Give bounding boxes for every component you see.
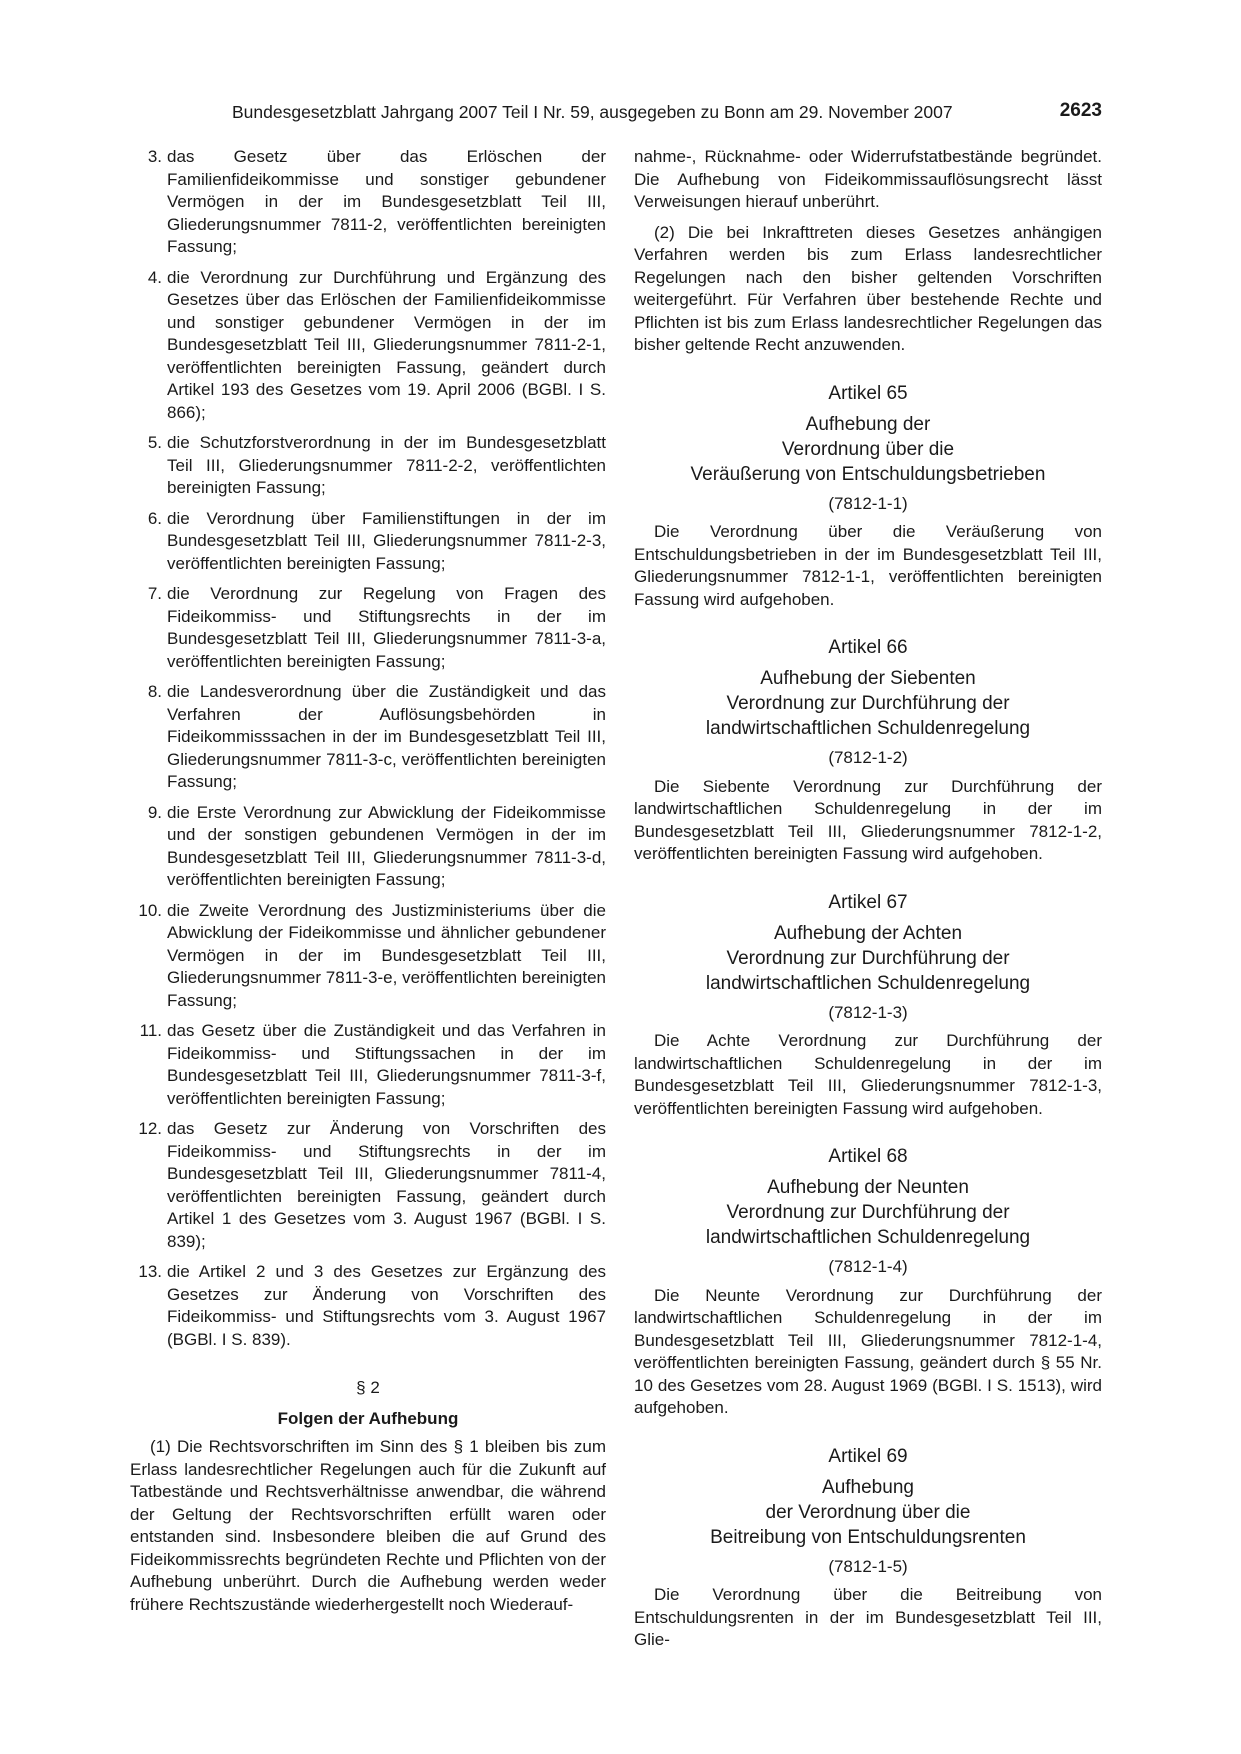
article-title-line: Verordnung zur Durchführung der bbox=[726, 947, 1010, 969]
article-title-line: landwirtschaftlichen Schuldenregelung bbox=[705, 1227, 1031, 1248]
right-column bbox=[634, 146, 1102, 1660]
list-item-number: 3. bbox=[147, 147, 162, 166]
article-number: Artikel 69 bbox=[828, 1445, 908, 1467]
article-title-line: Aufhebung der bbox=[805, 413, 931, 435]
article-code: (7812-1-1) bbox=[828, 493, 908, 513]
article-title-line: Aufhebung der Achten bbox=[773, 922, 963, 944]
section-number: § 2 bbox=[356, 1378, 380, 1397]
section-title: Folgen der Aufhebung bbox=[277, 1408, 459, 1428]
article-title bbox=[634, 1475, 1102, 1550]
article-title-line: Verordnung über die bbox=[781, 438, 955, 460]
list-item-text: die Schutzforstverordnung in der im Bundesgesetzblatt Teil III, Gliederungsnummer 7811-2-2, veröffentlichten bereinigten Fassung; bbox=[167, 433, 606, 497]
article-title-line: Aufhebung der Neunten bbox=[767, 1177, 969, 1198]
repeal-list bbox=[130, 146, 606, 1351]
list-item-text: die Zweite Verordnung des Justizministeriums über die Abwicklung der Fideikommisse und ähnlicher gebundener Vermögen in der im Bundesgesetzblatt Teil III, Gliederungsnummer 7811-3-e, veröffentlichten bereinigten Fassung; bbox=[167, 900, 606, 1010]
article-title-line: Aufhebung der Siebenten bbox=[760, 668, 976, 689]
article-text: Die Verordnung über die Beitreibung von Entschuldungsrenten in der im Bundesgesetzblatt Teil III, Glie- bbox=[634, 1585, 1102, 1649]
article bbox=[634, 1444, 1102, 1652]
article-code: (7812-1-3) bbox=[828, 1002, 908, 1022]
article-title bbox=[634, 666, 1102, 741]
article-title-line: landwirtschaftlichen Schuldenregelung bbox=[705, 718, 1031, 739]
list-item-text: die Verordnung zur Durchführung und Ergänzung des Gesetzes über das Erlöschen der Familienfideikommisse und sonstiger gebundener Vermögen in der im Bundesgesetzblatt Teil III, Gliederungsnummer 7811-2-1, veröffentlichten bereinigten Fassung, geändert durch Artikel 193 des Gesetzes vom 19. April 2006 (BGBl. I S. 866); bbox=[167, 267, 606, 422]
article-title-line: Verordnung zur Durchführung der bbox=[726, 693, 1010, 714]
list-item bbox=[130, 583, 606, 673]
article-title-line: Veräußerung von Entschuldungsbetrieben bbox=[690, 463, 1046, 485]
article bbox=[634, 635, 1102, 866]
list-item bbox=[130, 432, 606, 500]
article-title-line: Aufhebung bbox=[822, 1476, 914, 1498]
article-title-line: Beitreibung von Entschuldungsrenten bbox=[710, 1526, 1026, 1548]
article-title bbox=[634, 1175, 1102, 1250]
list-item bbox=[130, 802, 606, 892]
article-text: Die Achte Verordnung zur Durchführung der landwirtschaftlichen Schuldenregelung in der im Bundesgesetzblatt Teil III, Gliederungsnummer 7812-1-3, veröffentlichten bereinigten Fassung wird aufgehoben. bbox=[634, 1031, 1102, 1118]
list-item-number: 13. bbox=[138, 1262, 162, 1281]
list-item bbox=[130, 1020, 606, 1110]
article-number: Artikel 68 bbox=[828, 1146, 908, 1167]
paragraph-continuation: nahme-, Rücknahme- oder Widerrufstatbestände begründet. Die Aufhebung von Fideikommissauflösungsrecht lässt Verweisungen hierauf unberührt. bbox=[634, 147, 1102, 211]
article-text: Die Siebente Verordnung zur Durchführung der landwirtschaftlichen Schuldenregelung in der im Bundesgesetzblatt Teil III, Gliederungsnummer 7812-1-2, veröffentlichten bereinigten Fassung wird aufgehoben. bbox=[634, 776, 1102, 863]
list-item-number: 7. bbox=[147, 584, 162, 603]
list-item-text: das Gesetz zur Änderung von Vorschriften des Fideikommiss- und Stiftungsrechts in der im Bundesgesetzblatt Teil III, Gliederungsnummer 7811-4, veröffentlichten bereinigten Fassung, geändert durch Artikel 1 des Gesetzes vom 3. August 1967 (BGBl. I S. 839); bbox=[167, 1119, 606, 1251]
list-item bbox=[130, 1261, 606, 1351]
article-title-line: der Verordnung über die bbox=[765, 1501, 971, 1523]
list-item bbox=[130, 900, 606, 1013]
list-item-number: 11. bbox=[139, 1021, 162, 1040]
list-item-text: die Verordnung über Familienstiftungen in der im Bundesgesetzblatt Teil III, Gliederungsnummer 7811-2-3, veröffentlichten bereinigten Fassung; bbox=[167, 508, 606, 573]
list-item bbox=[130, 267, 606, 425]
article-text: Die Neunte Verordnung zur Durchführung der landwirtschaftlichen Schuldenregelung in der im Bundesgesetzblatt Teil III, Gliederungsnummer 7812-1-4, veröffentlichten bereinigten Fassung, geändert durch § 55 Nr. 10 des Gesetzes vom 28. August 1969 (BGBl. I S. 1513), wird aufgehoben. bbox=[634, 1285, 1102, 1417]
article-number: Artikel 65 bbox=[828, 382, 908, 404]
list-item-number: 4. bbox=[147, 267, 162, 287]
page-number: 2623 bbox=[1059, 100, 1102, 121]
article-code: (7812-1-2) bbox=[828, 748, 908, 767]
article-code: (7812-1-5) bbox=[828, 1556, 908, 1576]
section-paragraph-2: (2) Die bei Inkrafttreten dieses Gesetzes anhängigen Verfahren werden bis zum Erlass landesrechtlicher Regelungen nach den bisher geltenden Vorschriften weitergeführt. Für Verfahren über bestehende Rechte und Pflichten ist bis zum Erlass landesrechtlicher Regelungen das bisher geltende Recht anzuwenden. bbox=[634, 222, 1102, 354]
list-item-text: das Gesetz über das Erlöschen der Familienfideikommisse und sonstiger gebundener Vermögen in der im Bundesgesetzblatt Teil III, Gliederungsnummer 7811-2, veröffentlichten bereinigten Fassung; bbox=[167, 147, 606, 256]
list-item-text: die Verordnung zur Regelung von Fragen des Fideikommiss- und Stiftungsrechts in der im Bundesgesetzblatt Teil III, Gliederungsnummer 7811-3-a, veröffentlichten bereinigten Fassung; bbox=[167, 584, 606, 671]
article-number: Artikel 66 bbox=[828, 637, 908, 658]
list-item bbox=[130, 146, 606, 259]
page-header bbox=[232, 100, 1102, 126]
list-item-text: die Artikel 2 und 3 des Gesetzes zur Ergänzung des Gesetzes zur Änderung von Vorschriften des Fideikommiss- und Stiftungsrechts vom 3. August 1967 (BGBl. I S. 839). bbox=[167, 1262, 606, 1349]
article bbox=[634, 381, 1102, 612]
list-item-number: 5. bbox=[147, 433, 162, 452]
section-paragraph-1: (1) Die Rechtsvorschriften im Sinn des § 1 bleiben bis zum Erlass landesrechtlicher Regelungen auch für die Zukunft auf Tatbestände und Rechtsverhältnisse anwendbar, die während der Geltung der Rechtsvorschriften erfüllt waren oder entstanden sind. Insbesondere bleiben die auf Grund des Fideikommissrechts begründeten Rechte und Pflichten von der Aufhebung unberührt. Durch die Aufhebung werden weder frühere Rechtszustände wiederhergestellt noch Wiederauf- bbox=[130, 1437, 606, 1614]
list-item-text: das Gesetz über die Zuständigkeit und das Verfahren in Fideikommiss- und Stiftungssachen in der im Bundesgesetzblatt Teil III, Gliederungsnummer 7811-3-f, veröffentlichten bereinigten Fassung; bbox=[167, 1021, 606, 1108]
article-title-line: landwirtschaftlichen Schuldenregelung bbox=[705, 972, 1031, 994]
list-item-number: 9. bbox=[147, 802, 162, 822]
list-item-number: 10. bbox=[138, 900, 162, 920]
articles-list bbox=[634, 381, 1102, 1652]
list-item-number: 6. bbox=[147, 508, 162, 528]
article-number: Artikel 67 bbox=[828, 891, 908, 913]
list-item-number: 12. bbox=[138, 1119, 162, 1138]
list-item bbox=[130, 681, 606, 794]
article bbox=[634, 890, 1102, 1121]
running-title: Bundesgesetzblatt Jahrgang 2007 Teil I Nr. 59, ausgegeben zu Bonn am 29. November 2007 bbox=[232, 102, 953, 122]
list-item bbox=[130, 1118, 606, 1253]
article-title-line: Verordnung zur Durchführung der bbox=[726, 1202, 1010, 1223]
left-column bbox=[130, 146, 606, 1624]
article-code: (7812-1-4) bbox=[828, 1257, 908, 1276]
list-item bbox=[130, 508, 606, 576]
article-text: Die Verordnung über die Veräußerung von Entschuldungsbetrieben in der im Bundesgesetzblatt Teil III, Gliederungsnummer 7812-1-1, veröffentlichten bereinigten Fassung wird aufgehoben. bbox=[634, 522, 1102, 609]
list-item-text: die Erste Verordnung zur Abwicklung der Fideikommisse und der sonstigen gebundenen Vermögen in der im Bundesgesetzblatt Teil III, Gliederungsnummer 7811-3-d, veröffentlichten bereinigten Fassung; bbox=[167, 802, 606, 889]
article-title bbox=[634, 921, 1102, 996]
list-item-number: 8. bbox=[147, 682, 162, 701]
article-title bbox=[634, 412, 1102, 487]
article bbox=[634, 1144, 1102, 1420]
list-item-text: die Landesverordnung über die Zuständigkeit und das Verfahren der Auflösungsbehörden in Fideikommisssachen in der im Bundesgesetzblatt Teil III, Gliederungsnummer 7811-3-c, veröffentlichten bereinigten Fassung; bbox=[167, 682, 606, 791]
